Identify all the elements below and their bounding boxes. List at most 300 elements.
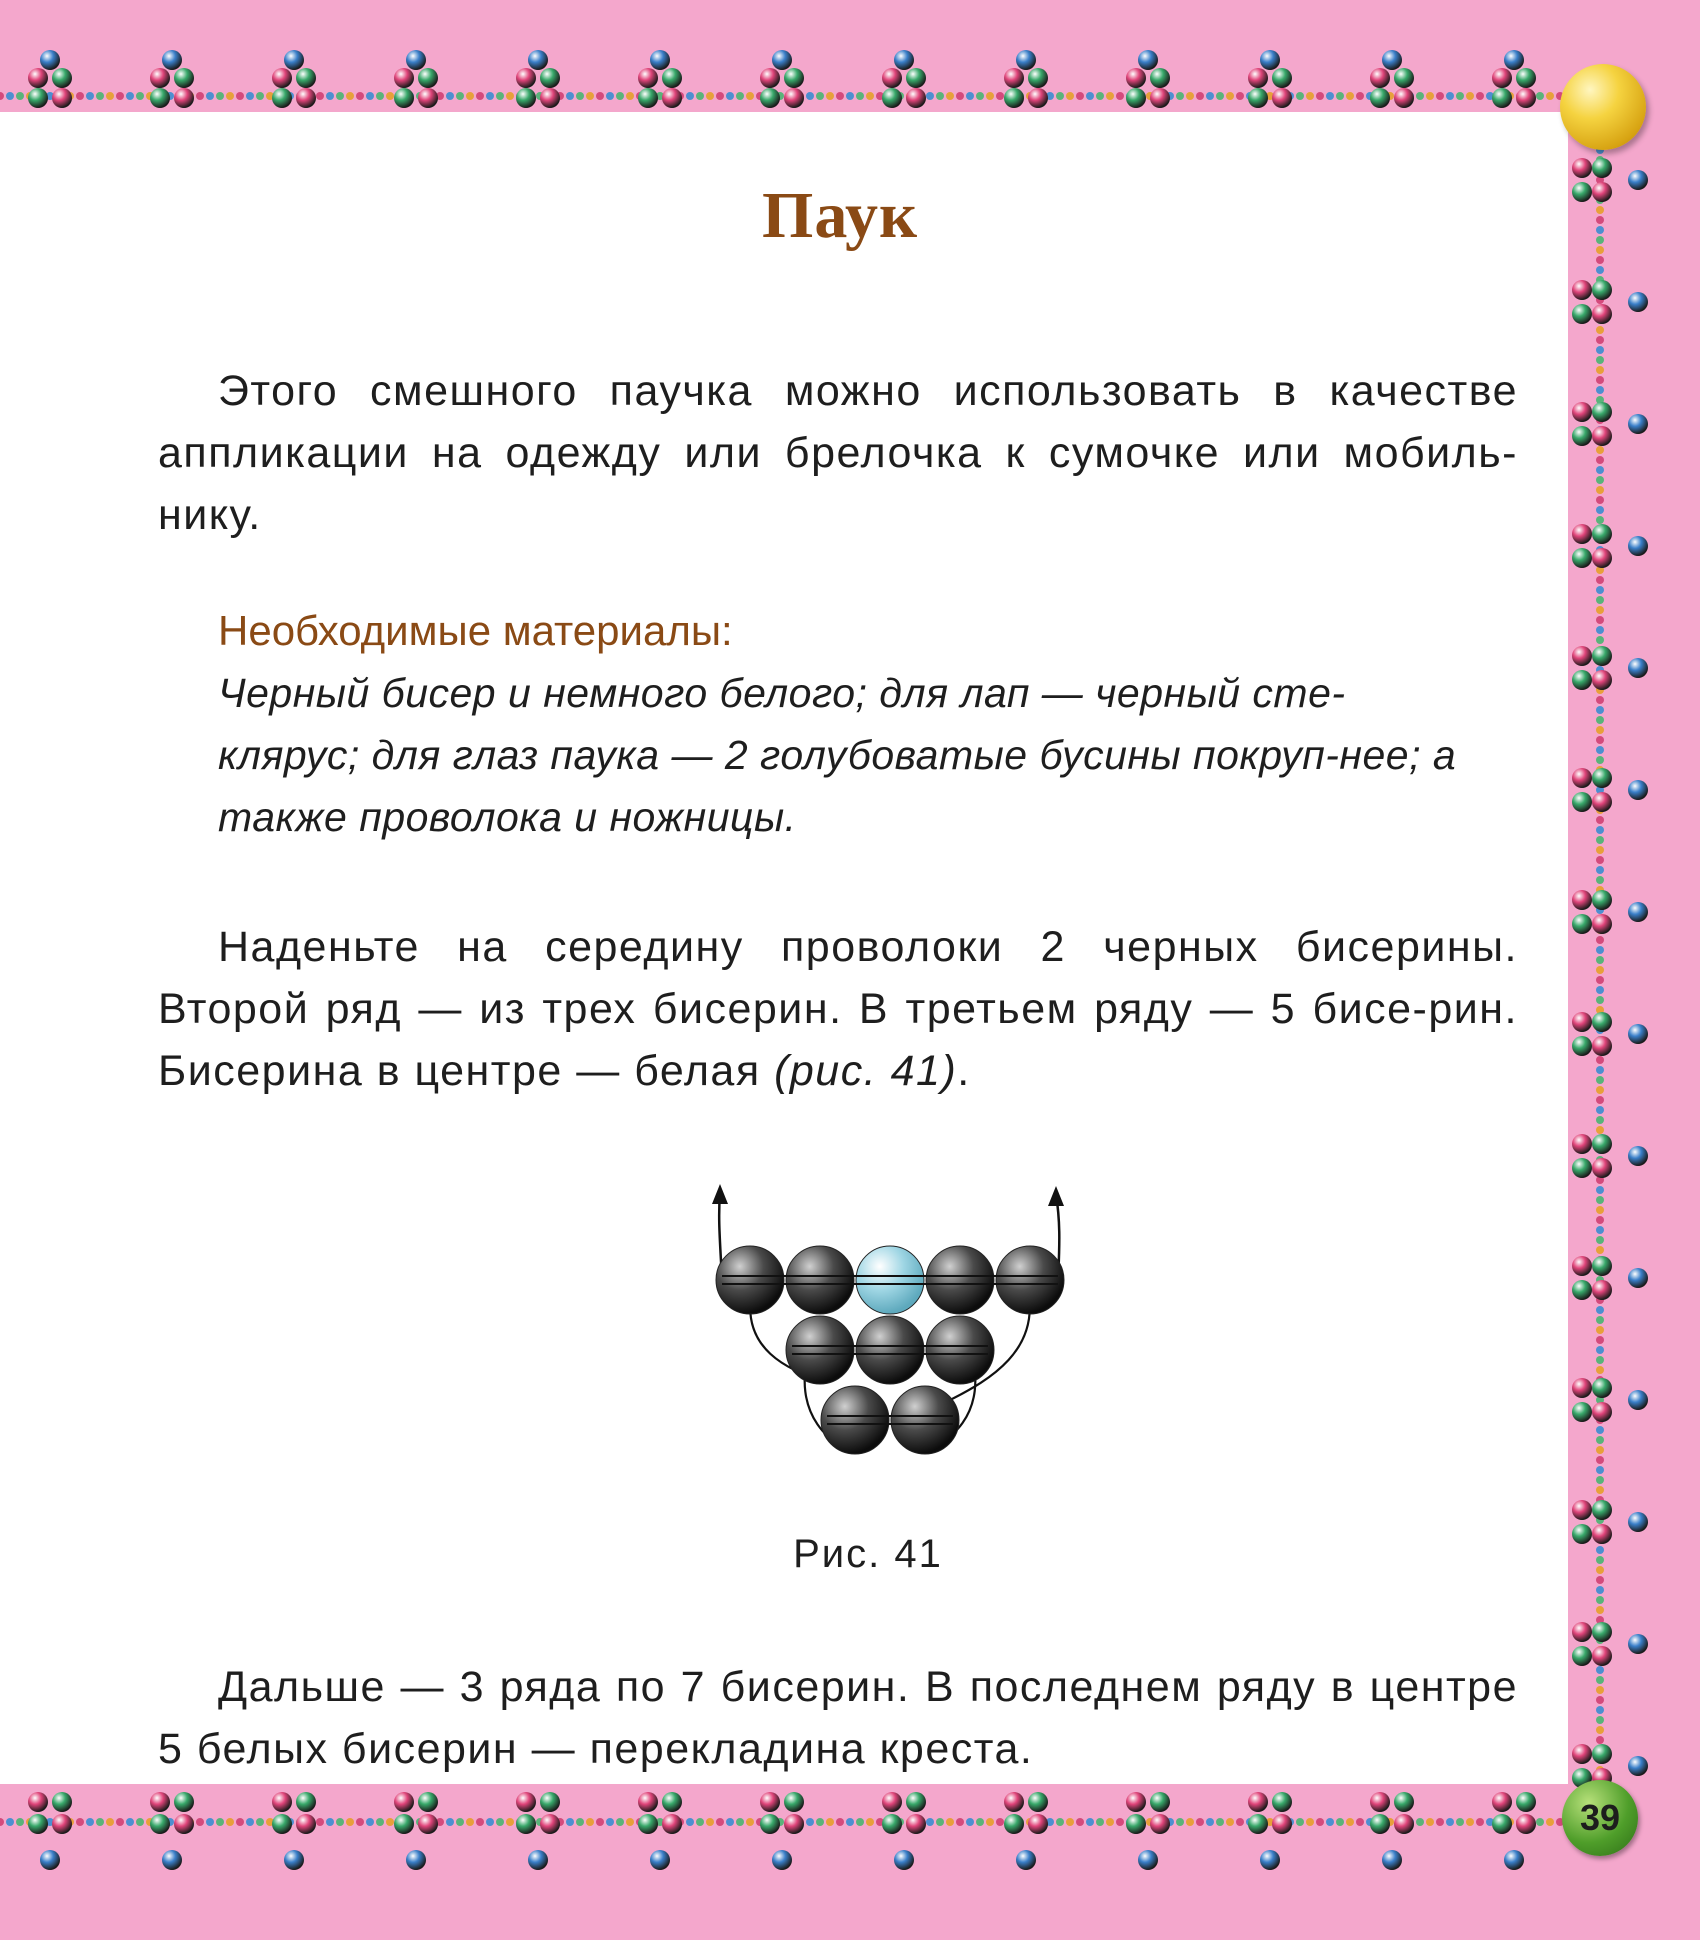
border-bead [174, 68, 194, 88]
border-chain-bead [346, 92, 354, 100]
border-chain-bead [1186, 1818, 1194, 1826]
border-chain-bead [376, 1818, 384, 1826]
border-bead [1628, 414, 1648, 434]
border-bead [272, 88, 292, 108]
border-chain-bead [1596, 1056, 1604, 1064]
border-chain-bead [596, 92, 604, 100]
border-chain-bead [136, 92, 144, 100]
border-chain-bead [1596, 706, 1604, 714]
border-chain-bead [86, 1818, 94, 1826]
border-chain-bead [1596, 1676, 1604, 1684]
border-chain-bead [126, 92, 134, 100]
border-chain-bead [1536, 92, 1544, 100]
bead-row1-1 [716, 1246, 784, 1314]
border-chain-bead [726, 1818, 734, 1826]
border-bead [540, 68, 560, 88]
border-chain-bead [1216, 1818, 1224, 1826]
border-chain-bead [1596, 1356, 1604, 1364]
border-bead [1370, 88, 1390, 108]
border-bead [894, 50, 914, 70]
border-bead [296, 88, 316, 108]
border-bead [650, 1850, 670, 1870]
border-bead [906, 68, 926, 88]
border-bead [1516, 88, 1536, 108]
border-chain-bead [456, 1818, 464, 1826]
border-chain-bead [6, 92, 14, 100]
border-chain-bead [506, 92, 514, 100]
border-bead [394, 1814, 414, 1834]
border-bead [1572, 280, 1592, 300]
border-chain-bead [326, 1818, 334, 1826]
border-bead [1492, 88, 1512, 108]
border-bead [1592, 1378, 1612, 1398]
border-bead [540, 1792, 560, 1812]
border-chain-bead [1596, 1696, 1604, 1704]
border-bead [1592, 1012, 1612, 1032]
border-bead [52, 68, 72, 88]
border-bead [1592, 1280, 1612, 1300]
border-bead [906, 1792, 926, 1812]
border-chain-bead [206, 1818, 214, 1826]
border-chain-bead [1596, 256, 1604, 264]
border-bead [760, 1792, 780, 1812]
border-bead [760, 1814, 780, 1834]
border-chain-bead [816, 1818, 824, 1826]
border-bead [1572, 914, 1592, 934]
border-chain-bead [606, 1818, 614, 1826]
border-chain-bead [1326, 1818, 1334, 1826]
border-bead [772, 50, 792, 70]
border-bead [784, 68, 804, 88]
border-chain-bead [1596, 876, 1604, 884]
border-bead [1572, 158, 1592, 178]
border-chain-bead [1596, 1106, 1604, 1114]
border-chain-bead [1596, 446, 1604, 454]
border-bead [52, 1814, 72, 1834]
border-bead [1248, 88, 1268, 108]
border-chain-bead [1596, 1316, 1604, 1324]
border-bead [1028, 88, 1048, 108]
border-chain-bead [216, 92, 224, 100]
border-bead [1628, 536, 1648, 556]
border-bead [1628, 902, 1648, 922]
bead-row1-3 [856, 1246, 924, 1314]
border-chain-bead [586, 1818, 594, 1826]
border-bead [1592, 890, 1612, 910]
border-bead [52, 88, 72, 108]
border-chain-bead [806, 1818, 814, 1826]
border-bead [272, 1792, 292, 1812]
step1-text: Наденьте на середину проволоки 2 черных бисерины. Второй ряд — из трех бисерин. В третьем ряду — 5 бисе-рин. Бисерина в центре — белая [158, 923, 1518, 1095]
border-bead [784, 1814, 804, 1834]
border-chain-bead [1596, 1686, 1604, 1694]
border-bead [528, 1850, 548, 1870]
border-bead [1248, 1814, 1268, 1834]
border-chain-bead [336, 92, 344, 100]
border-chain-bead [1096, 92, 1104, 100]
border-chain-bead [1596, 826, 1604, 834]
border-bead [1516, 1792, 1536, 1812]
border-bead [1592, 1256, 1612, 1276]
border-chain-bead [1596, 1486, 1604, 1494]
border-chain-bead [316, 1818, 324, 1826]
border-bead [418, 1814, 438, 1834]
border-bead [1628, 1756, 1648, 1776]
border-bead [1248, 1792, 1268, 1812]
border-chain-bead [1596, 966, 1604, 974]
border-chain-bead [126, 1818, 134, 1826]
border-chain-bead [1206, 92, 1214, 100]
border-bead [1572, 1256, 1592, 1276]
border-bead [1382, 50, 1402, 70]
border-bead [1572, 1402, 1592, 1422]
border-chain-bead [1356, 1818, 1364, 1826]
border-bead [1628, 1512, 1648, 1532]
border-chain-bead [616, 92, 624, 100]
border-bead [52, 1792, 72, 1812]
border-bead [394, 1792, 414, 1812]
border-chain-bead [16, 1818, 24, 1826]
border-bead [150, 88, 170, 108]
border-chain-bead [1596, 1096, 1604, 1104]
border-bead [394, 68, 414, 88]
border-chain-bead [1596, 1226, 1604, 1234]
border-bead [1028, 1792, 1048, 1812]
border-chain-bead [1596, 746, 1604, 754]
border-bead [1572, 890, 1592, 910]
border-chain-bead [76, 92, 84, 100]
border-bead [882, 1814, 902, 1834]
border-bead [40, 50, 60, 70]
border-bead [1592, 304, 1612, 324]
border-chain-bead [566, 92, 574, 100]
border-chain-bead [746, 1818, 754, 1826]
border-bead [1126, 1792, 1146, 1812]
border-chain-bead [1596, 1666, 1604, 1674]
border-bead [1150, 88, 1170, 108]
border-chain-bead [446, 1818, 454, 1826]
border-chain-bead [106, 1818, 114, 1826]
border-bead [1592, 914, 1612, 934]
border-chain-bead [1596, 1186, 1604, 1194]
border-chain-bead [1236, 92, 1244, 100]
border-chain-bead [1596, 476, 1604, 484]
border-bead [516, 1814, 536, 1834]
border-chain-bead [76, 1818, 84, 1826]
border-bead [28, 1792, 48, 1812]
border-bead [1138, 50, 1158, 70]
border-chain-bead [1596, 1116, 1604, 1124]
border-bead [772, 1850, 792, 1870]
border-chain-bead [486, 92, 494, 100]
border-chain-bead [0, 1818, 4, 1826]
border-bead [1004, 1792, 1024, 1812]
border-bead [1504, 1850, 1524, 1870]
border-bead [1016, 1850, 1036, 1870]
border-chain-bead [1596, 1726, 1604, 1734]
border-bead [1628, 780, 1648, 800]
border-bead [1592, 1622, 1612, 1642]
border-chain-bead [976, 1818, 984, 1826]
border-bead [1260, 1850, 1280, 1870]
border-chain-bead [1596, 1426, 1604, 1434]
border-bead [40, 1850, 60, 1870]
border-chain-bead [1596, 516, 1604, 524]
border-chain-bead [336, 1818, 344, 1826]
border-chain-bead [736, 92, 744, 100]
border-chain-bead [626, 92, 634, 100]
border-chain-bead [236, 92, 244, 100]
border-bead [1138, 1850, 1158, 1870]
border-chain-bead [476, 92, 484, 100]
bead-row1-5 [996, 1246, 1064, 1314]
border-chain-bead [1596, 856, 1604, 864]
border-bead [1150, 68, 1170, 88]
border-chain-bead [196, 92, 204, 100]
border-bead [174, 1814, 194, 1834]
border-chain-bead [1466, 92, 1474, 100]
step1-end: . [957, 1047, 971, 1095]
page-title: Паук [761, 179, 918, 252]
border-chain-bead [206, 92, 214, 100]
border-chain-bead [1206, 1818, 1214, 1826]
bead-row3-2 [891, 1386, 959, 1454]
border-chain-bead [966, 1818, 974, 1826]
border-chain-bead [1226, 1818, 1234, 1826]
border-chain-bead [1596, 1206, 1604, 1214]
border-chain-bead [1596, 1716, 1604, 1724]
border-chain-bead [1466, 1818, 1474, 1826]
border-chain-bead [136, 1818, 144, 1826]
border-bead [1592, 646, 1612, 666]
border-chain-bead [926, 92, 934, 100]
border-bead [1572, 646, 1592, 666]
border-chain-bead [1596, 866, 1604, 874]
border-bead [784, 1792, 804, 1812]
border-chain-bead [366, 92, 374, 100]
border-chain-bead [1596, 1246, 1604, 1254]
border-chain-bead [1596, 496, 1604, 504]
border-chain-bead [1116, 92, 1124, 100]
border-chain-bead [1476, 92, 1484, 100]
border-bead [650, 50, 670, 70]
border-bead [1382, 1850, 1402, 1870]
figure-caption: Рис. 41 [793, 1532, 943, 1576]
border-bead [1272, 1792, 1292, 1812]
border-chain-bead [1596, 836, 1604, 844]
border-chain-bead [1296, 92, 1304, 100]
border-chain-bead [706, 92, 714, 100]
border-bead [1492, 1792, 1512, 1812]
border-chain-bead [1596, 346, 1604, 354]
border-chain-bead [1596, 266, 1604, 274]
border-bead [418, 88, 438, 108]
border-chain-bead [1106, 92, 1114, 100]
border-chain-bead [626, 1818, 634, 1826]
border-chain-bead [456, 92, 464, 100]
border-chain-bead [346, 1818, 354, 1826]
border-chain-bead [1596, 576, 1604, 584]
border-bead [150, 1814, 170, 1834]
border-chain-bead [1596, 336, 1604, 344]
border-bead [540, 1814, 560, 1834]
border-bead [906, 88, 926, 108]
border-chain-bead [996, 92, 1004, 100]
border-bead [150, 1792, 170, 1812]
border-chain-bead [1596, 366, 1604, 374]
border-chain-bead [1596, 586, 1604, 594]
border-bead [174, 1792, 194, 1812]
border-bead [272, 68, 292, 88]
border-chain-bead [1596, 1196, 1604, 1204]
border-bead [1592, 524, 1612, 544]
border-bead [662, 1814, 682, 1834]
border-bead [1572, 426, 1592, 446]
border-bead [1572, 1012, 1592, 1032]
border-chain-bead [1596, 1366, 1604, 1374]
border-bead [1572, 304, 1592, 324]
border-chain-bead [1306, 92, 1314, 100]
border-chain-bead [1596, 1126, 1604, 1134]
border-bead [882, 88, 902, 108]
border-chain-bead [1596, 726, 1604, 734]
border-bead [1572, 1036, 1592, 1056]
border-chain-bead [1066, 1818, 1074, 1826]
border-bead [296, 1814, 316, 1834]
bead-row2-3 [926, 1316, 994, 1384]
border-chain-bead [1076, 92, 1084, 100]
border-bead [906, 1814, 926, 1834]
border-bead [174, 88, 194, 108]
border-chain-bead [1596, 626, 1604, 634]
border-chain-bead [356, 1818, 364, 1826]
border-bead [1572, 548, 1592, 568]
materials-block [218, 600, 1458, 848]
border-chain-bead [1346, 1818, 1354, 1826]
border-bead [1004, 88, 1024, 108]
border-bead [1592, 1036, 1612, 1056]
border-bead [540, 88, 560, 108]
border-chain-bead [1176, 92, 1184, 100]
border-chain-bead [1596, 616, 1604, 624]
materials-text: Черный бисер и немного белого; для лап — черный сте-клярус; для глаз паука — 2 голубоватые бусины покруп-нее; а также проволока и ножницы. [218, 670, 1457, 840]
border-bead [28, 88, 48, 108]
border-chain-bead [986, 92, 994, 100]
border-chain-bead [1446, 1818, 1454, 1826]
border-bead [150, 68, 170, 88]
border-bead [1150, 1814, 1170, 1834]
border-chain-bead [116, 1818, 124, 1826]
border-chain-bead [226, 1818, 234, 1826]
border-chain-bead [836, 92, 844, 100]
bead-row3-1 [821, 1386, 889, 1454]
border-bead [284, 1850, 304, 1870]
border-bead [1572, 1378, 1592, 1398]
border-bead [662, 88, 682, 108]
border-bead [1592, 1646, 1612, 1666]
border-chain-bead [856, 92, 864, 100]
border-bead [1150, 1792, 1170, 1812]
border-chain-bead [1326, 92, 1334, 100]
border-chain-bead [1596, 976, 1604, 984]
border-chain-bead [1456, 92, 1464, 100]
border-bead [1516, 1814, 1536, 1834]
border-chain-bead [1076, 1818, 1084, 1826]
border-bead [528, 50, 548, 70]
border-bead [1394, 1814, 1414, 1834]
border-bead [1572, 768, 1592, 788]
border-bead [760, 88, 780, 108]
border-chain-bead [1596, 1706, 1604, 1714]
border-chain-bead [236, 1818, 244, 1826]
border-bead [1592, 1134, 1612, 1154]
border-chain-bead [1056, 92, 1064, 100]
border-chain-bead [1456, 1818, 1464, 1826]
border-bead [1572, 792, 1592, 812]
border-bead [418, 68, 438, 88]
border-chain-bead [946, 92, 954, 100]
border-chain-bead [956, 92, 964, 100]
border-chain-bead [566, 1818, 574, 1826]
border-bead [638, 68, 658, 88]
border-chain-bead [1196, 1818, 1204, 1826]
border-chain-bead [1596, 356, 1604, 364]
border-chain-bead [736, 1818, 744, 1826]
border-chain-bead [6, 1818, 14, 1826]
intro-paragraph: Этого смешного паучка можно использовать в качестве аппликации на одежду или брелочка к сумочке или мобиль-нику. [158, 367, 1518, 539]
border-chain-bead [926, 1818, 934, 1826]
border-chain-bead [1546, 92, 1554, 100]
border-bead [162, 1850, 182, 1870]
border-bead [1572, 1744, 1592, 1764]
border-bead [1592, 158, 1612, 178]
border-chain-bead [256, 1818, 264, 1826]
border-chain-bead [106, 92, 114, 100]
border-bead [272, 1814, 292, 1834]
border-chain-bead [256, 92, 264, 100]
border-chain-bead [1596, 636, 1604, 644]
border-chain-bead [1596, 1476, 1604, 1484]
border-chain-bead [696, 92, 704, 100]
border-chain-bead [1356, 92, 1364, 100]
bead-row1-4 [926, 1246, 994, 1314]
border-bead [1572, 402, 1592, 422]
border-bead [1628, 1390, 1648, 1410]
border-bead [1572, 1134, 1592, 1154]
border-chain-bead [1596, 456, 1604, 464]
bead-row2-2 [856, 1316, 924, 1384]
border-chain-bead [1316, 92, 1324, 100]
border-chain-bead [576, 1818, 584, 1826]
step2-paragraph: Дальше — 3 ряда по 7 бисерин. В последнем ряду в центре 5 белых бисерин — перекладина креста. [158, 1663, 1518, 1773]
border-bead [28, 1814, 48, 1834]
border-bead [296, 1792, 316, 1812]
border-bead [1492, 1814, 1512, 1834]
border-bead [882, 1792, 902, 1812]
border-chain-bead [1216, 92, 1224, 100]
border-chain-bead [96, 92, 104, 100]
border-bead [1516, 68, 1536, 88]
page-number-badge [1562, 1780, 1638, 1856]
border-chain-bead [996, 1818, 1004, 1826]
border-chain-bead [976, 92, 984, 100]
border-chain-bead [746, 92, 754, 100]
border-chain-bead [1236, 1818, 1244, 1826]
border-chain-bead [1176, 1818, 1184, 1826]
border-chain-bead [1596, 696, 1604, 704]
border-bead [1628, 1146, 1648, 1166]
border-bead [296, 68, 316, 88]
